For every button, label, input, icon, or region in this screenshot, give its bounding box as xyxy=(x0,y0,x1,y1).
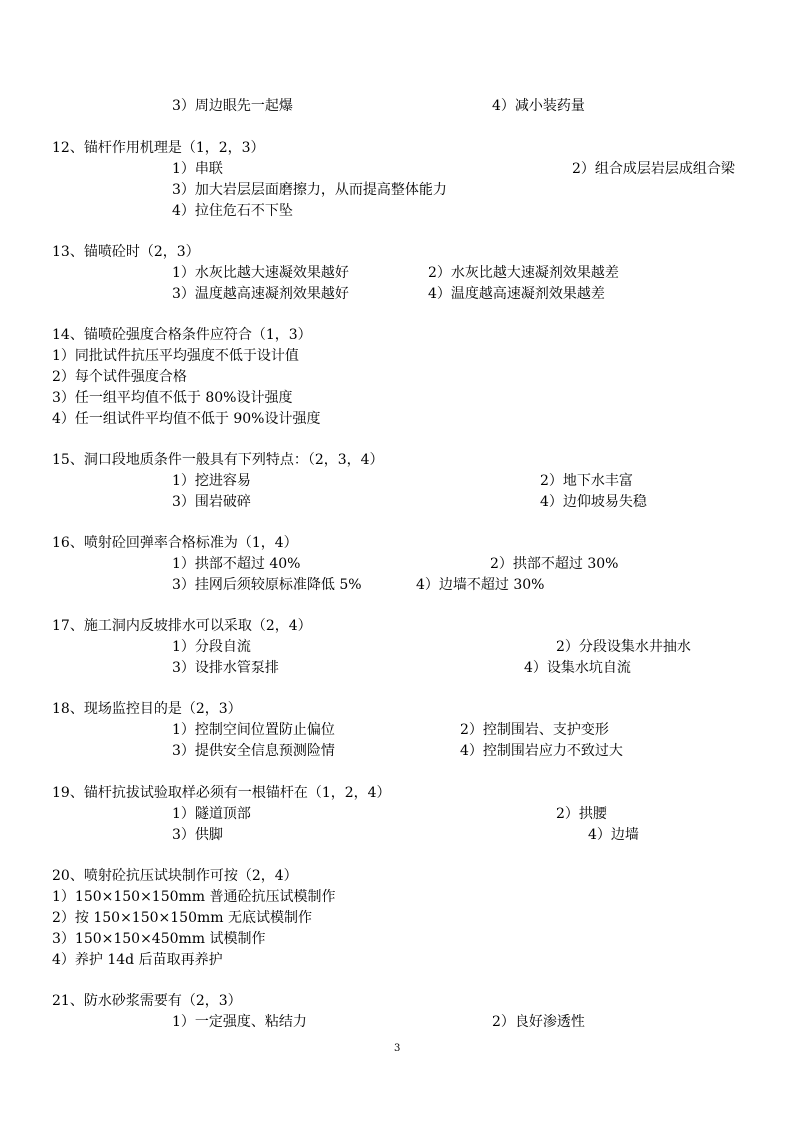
option-line: 2）良好渗透性 xyxy=(492,1014,585,1030)
option-line: 2）组合成层岩层成组合梁 xyxy=(572,161,735,177)
question-line: 19、锚杆抗拔试验取样必须有一根锚杆在（1，2，4） xyxy=(52,785,391,801)
option-line: 1）挖进容易 xyxy=(172,473,251,489)
option-line: 3）150×150×450mm 试模制作 xyxy=(52,931,266,947)
option-line: 2）控制围岩、支护变形 xyxy=(460,722,609,738)
option-line: 2）分段设集水井抽水 xyxy=(556,639,691,655)
option-line: 2）水灰比越大速凝剂效果越差 xyxy=(428,265,619,281)
option-line: 3）挂网后须较原标准降低 5% xyxy=(172,577,362,593)
option-line: 3）周边眼先一起爆 xyxy=(172,98,293,114)
option-line: 1）控制空间位置防止偏位 xyxy=(172,722,335,738)
question-line: 16、喷射砼回弹率合格标准为（1，4） xyxy=(52,535,298,551)
option-line: 4）养护 14d 后苗取再养护 xyxy=(52,952,223,968)
option-line: 1）分段自流 xyxy=(172,639,251,655)
option-line: 1）隧道顶部 xyxy=(172,806,251,822)
question-line: 12、锚杆作用机理是（1，2，3） xyxy=(52,140,265,156)
option-line: 4）边墙不超过 30% xyxy=(416,577,545,593)
option-line: 3）任一组平均值不低于 80%设计强度 xyxy=(52,390,293,406)
option-line: 4）减小装药量 xyxy=(492,98,585,114)
question-line: 15、洞口段地质条件一般具有下列特点：（2，3，4） xyxy=(52,452,384,468)
option-line: 1）150×150×150mm 普通砼抗压试模制作 xyxy=(52,889,336,905)
option-line: 2）按 150×150×150mm 无底试模制作 xyxy=(52,910,312,926)
option-line: 4）边墙 xyxy=(588,827,639,843)
option-line: 4）温度越高速凝剂效果越差 xyxy=(428,286,605,302)
option-line: 4）设集水坑自流 xyxy=(524,660,631,676)
option-line: 1）一定强度、粘结力 xyxy=(172,1014,307,1030)
option-line: 3）设排水管泵排 xyxy=(172,660,279,676)
option-line: 2）每个试件强度合格 xyxy=(52,369,187,385)
option-line: 3）围岩破碎 xyxy=(172,494,251,510)
option-line: 3）温度越高速凝剂效果越好 xyxy=(172,286,349,302)
option-line: 4）拉住危石不下坠 xyxy=(172,203,293,219)
option-line: 1）水灰比越大速凝效果越好 xyxy=(172,265,349,281)
option-line: 1）拱部不超过 40% xyxy=(172,556,301,572)
option-line: 4）控制围岩应力不致过大 xyxy=(460,743,623,759)
question-line: 13、锚喷砼时（2，3） xyxy=(52,244,200,260)
question-line: 18、现场监控目的是（2，3） xyxy=(52,701,242,717)
option-line: 4）边仰坡易失稳 xyxy=(540,494,647,510)
option-line: 4）任一组试件平均值不低于 90%设计强度 xyxy=(52,411,321,427)
option-line: 3）供脚 xyxy=(172,827,223,843)
option-line: 1）同批试件抗压平均强度不低于设计值 xyxy=(52,348,299,364)
option-line: 3）提供安全信息预测险情 xyxy=(172,743,335,759)
question-line: 14、锚喷砼强度合格条件应符合（1，3） xyxy=(52,327,312,343)
question-line: 17、施工洞内反坡排水可以采取（2，4） xyxy=(52,618,312,634)
option-line: 2）拱腰 xyxy=(556,806,607,822)
page-number: 3 xyxy=(394,1043,401,1054)
question-line: 20、喷射砼抗压试块制作可按（2，4） xyxy=(52,868,298,884)
option-line: 3）加大岩层层面磨擦力，从而提高整体能力 xyxy=(172,182,447,198)
option-line: 2）地下水丰富 xyxy=(540,473,633,489)
option-line: 2）拱部不超过 30% xyxy=(490,556,619,572)
question-line: 21、防水砂浆需要有（2，3） xyxy=(52,993,242,1009)
option-line: 1）串联 xyxy=(172,161,223,177)
